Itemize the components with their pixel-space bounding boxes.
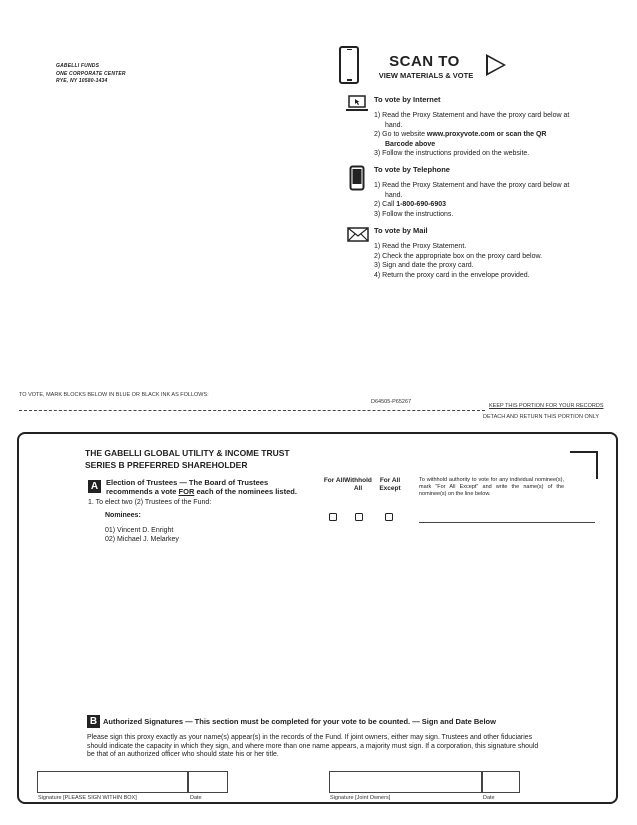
section-a-heading-prefix: recommends a vote	[106, 487, 179, 496]
card-title-line-2: SERIES B PREFERRED SHAREHOLDER	[85, 460, 248, 470]
sender-line-1: GABELLI FUNDS	[56, 63, 100, 69]
section-a-heading-suffix: each of the nominees listed.	[194, 487, 297, 496]
laptop-icon	[346, 95, 368, 113]
scan-subtitle: VIEW MATERIALS & VOTE	[378, 71, 474, 80]
section-a-heading-line-1: Election of Trustees — The Board of Trustees	[106, 478, 269, 487]
telephone-steps	[374, 181, 574, 219]
telephone-step-1: 1) Read the Proxy Statement and have the proxy card below at hand.	[374, 182, 570, 199]
card-title	[85, 447, 290, 471]
internet-heading: To vote by Internet	[374, 95, 441, 104]
phone-icon	[349, 165, 365, 191]
section-b-badge: B	[87, 715, 100, 728]
joint-signature-label: Signature [Joint Owners]	[330, 795, 391, 801]
sender-line-3: RYE, NY 10580-1434	[56, 78, 108, 84]
sender-address	[56, 63, 126, 86]
internet-step-1: 1) Read the Proxy Statement and have the proxy card below at hand.	[374, 112, 570, 129]
return-portion-label: DETACH AND RETURN THIS PORTION ONLY	[483, 414, 600, 420]
date-box[interactable]	[188, 771, 228, 793]
nominee-list	[105, 526, 179, 544]
section-a-heading-for: FOR	[178, 487, 195, 496]
internet-step-3: 3) Follow the instructions provided on the website.	[374, 150, 530, 157]
mail-step-1: 1) Read the Proxy Statement.	[374, 243, 467, 250]
signature-box[interactable]	[37, 771, 188, 793]
section-a-heading-line-2	[106, 487, 306, 496]
control-code: D64505-P65267	[371, 399, 412, 405]
checkbox-withhold-all[interactable]	[355, 513, 363, 521]
mail-step-4: 4) Return the proxy card in the envelope provided.	[374, 271, 530, 279]
withhold-instruction: To withhold authority to vote for any individual nominee(s), mark "For All Except" and write the name(s) of the nominee(s) on the line below.	[419, 477, 564, 497]
column-for-all: For All	[323, 477, 345, 484]
signature-instructions: Please sign this proxy exactly as your name(s) appear(s) in the records of the Fund. If joint owners, either may sign. Trustees and other fiduciaries should indicate the capacity in which they sign, and where more than one name appears, a majority must sign. If a corporation, this signature should be that of an authorized officer who should state his or her title.	[87, 734, 539, 758]
telephone-heading: To vote by Telephone	[374, 165, 450, 174]
phone-number: 1-800-690-6903	[396, 201, 447, 208]
telephone-step-2-text: 2) Call	[374, 201, 397, 208]
ink-instruction: TO VOTE, MARK BLOCKS BELOW IN BLUE OR BLACK INK AS FOLLOWS:	[19, 392, 209, 398]
nominee-1: 01) Vincent D. Enright	[105, 527, 174, 534]
checkbox-for-all[interactable]	[329, 513, 337, 521]
play-arrow-icon-inner	[488, 57, 503, 73]
section-a-heading	[106, 478, 306, 496]
smartphone-icon	[339, 46, 359, 84]
except-nominee-line[interactable]	[419, 522, 595, 523]
detach-line	[19, 410, 485, 411]
sender-line-2: ONE CORPORATE CENTER	[56, 70, 126, 77]
date-label: Date	[190, 795, 202, 801]
signature-label: Signature [PLEASE SIGN WITHIN BOX]	[38, 795, 137, 801]
column-withhold-all: Withhold All	[344, 477, 372, 492]
proxyvote-link[interactable]: www.proxyvote.com or scan the QR Barcode above	[385, 131, 547, 148]
internet-step-2	[374, 130, 574, 149]
section-b-heading: Authorized Signatures — This section must be completed for your vote to be counted. — Sign and Date Below	[103, 717, 496, 726]
keep-portion-label: KEEP THIS PORTION FOR YOUR RECORDS	[489, 403, 604, 409]
joint-date-label: Date	[483, 795, 495, 801]
mail-step-2: 2) Check the appropriate box on the proxy card below.	[374, 252, 543, 260]
card-title-line-1: THE GABELLI GLOBAL UTILITY & INCOME TRUST	[85, 448, 290, 458]
nominees-label: Nominees:	[105, 512, 141, 519]
telephone-step-3: 3) Follow the instructions.	[374, 210, 454, 218]
section-a-badge: A	[88, 480, 101, 493]
mail-steps	[374, 242, 579, 280]
corner-mark	[570, 451, 598, 479]
envelope-icon	[347, 227, 369, 242]
telephone-step-2	[374, 200, 574, 210]
mail-step-3: 3) Sign and date the proxy card.	[374, 262, 474, 269]
scan-title: SCAN TO	[389, 53, 460, 70]
mail-heading: To vote by Mail	[374, 226, 428, 235]
proposal-item-1: 1. To elect two (2) Trustees of the Fund:	[88, 499, 212, 506]
internet-step-2-text: 2) Go to website	[374, 131, 427, 138]
column-for-all-except: For All Except	[379, 477, 401, 492]
internet-steps	[374, 111, 574, 159]
joint-signature-box[interactable]	[329, 771, 482, 793]
checkbox-for-all-except[interactable]	[385, 513, 393, 521]
joint-date-box[interactable]	[482, 771, 520, 793]
nominee-2: 02) Michael J. Melarkey	[105, 536, 179, 543]
